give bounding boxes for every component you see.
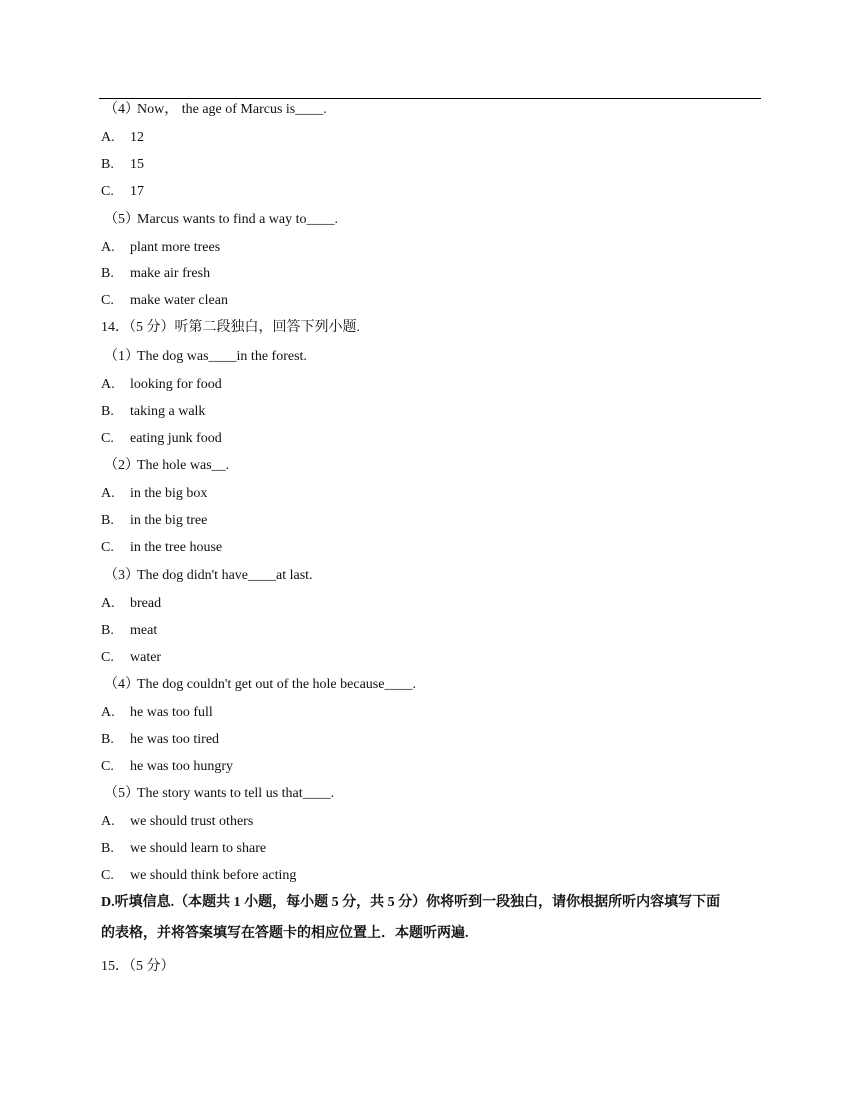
q14-4-number: （4） — [104, 677, 139, 692]
option-letter: A. — [101, 130, 115, 145]
q14-2-option-c[interactable] — [101, 539, 222, 557]
option-letter: C. — [101, 759, 114, 774]
q14-header: 14．（5 分）听第二段独白，回答下列小题. — [101, 320, 360, 335]
q14-1-stem — [104, 348, 307, 366]
q13-4-number: （4） — [104, 102, 139, 117]
q14-5-option-a[interactable] — [101, 813, 253, 831]
option-text: make water clean — [130, 293, 228, 308]
option-text: looking for food — [130, 377, 222, 392]
option-text: plant more trees — [130, 240, 221, 255]
q14-5-stem-text: The story wants to tell us that____. — [137, 786, 335, 801]
q15-header: 15．（5 分） — [101, 959, 175, 974]
option-letter: C. — [101, 293, 114, 308]
q14-5-stem — [104, 785, 334, 803]
option-text: in the big tree — [130, 513, 208, 528]
option-text: water — [130, 650, 162, 665]
option-letter: C. — [101, 540, 114, 555]
option-text: in the big box — [130, 486, 208, 501]
q14-4-stem — [104, 676, 416, 694]
option-letter: A. — [101, 486, 115, 501]
option-text: we should think before acting — [130, 868, 297, 883]
q14-2-stem-text: The hole was__. — [137, 458, 230, 473]
option-text: 15 — [130, 157, 144, 172]
q14-3-number: （3） — [104, 568, 139, 583]
option-letter: A. — [101, 705, 115, 720]
option-text: he was too full — [130, 705, 213, 720]
option-text: make air fresh — [130, 266, 211, 281]
option-text: taking a walk — [130, 404, 206, 419]
q13-5-number: （5） — [104, 212, 139, 227]
q14-3-option-c[interactable] — [101, 649, 161, 667]
q14-2-stem — [104, 457, 229, 475]
q14-2-option-a[interactable] — [101, 485, 207, 503]
q13-5-option-a[interactable] — [101, 239, 220, 257]
q13-4-option-b[interactable] — [101, 156, 144, 174]
option-text: eating junk food — [130, 431, 222, 446]
option-letter: B. — [101, 513, 114, 528]
section-d-instructions-line1: D.听填信息.（本题共 1 小题，每小题 5 分，共 5 分）你将听到一段独白，请你根据所听内容填写下面 — [101, 895, 721, 910]
option-letter: B. — [101, 623, 114, 638]
option-letter: B. — [101, 157, 114, 172]
option-letter: B. — [101, 732, 114, 747]
q13-4-stem-text: Now， the age of Marcus is____. — [137, 102, 327, 117]
option-letter: B. — [101, 266, 114, 281]
option-letter: A. — [101, 814, 115, 829]
q14-2-number: （2） — [104, 458, 139, 473]
option-letter: C. — [101, 184, 114, 199]
option-text: meat — [130, 623, 158, 638]
q13-5-option-b[interactable] — [101, 265, 210, 283]
option-letter: A. — [101, 240, 115, 255]
option-letter: C. — [101, 650, 114, 665]
q13-4-option-c[interactable] — [101, 183, 144, 201]
q13-5-stem-text: Marcus wants to find a way to____. — [137, 212, 339, 227]
option-text: we should trust others — [130, 814, 254, 829]
option-text: bread — [130, 596, 162, 611]
q14-1-option-c[interactable] — [101, 430, 222, 448]
q14-5-number: （5） — [104, 786, 139, 801]
q14-2-option-b[interactable] — [101, 512, 207, 530]
q13-5-stem — [104, 211, 338, 229]
q14-3-stem — [104, 567, 313, 585]
q13-4-option-a[interactable] — [101, 129, 144, 147]
q14-1-option-b[interactable] — [101, 403, 205, 421]
q14-3-option-b[interactable] — [101, 622, 157, 640]
option-letter: A. — [101, 596, 115, 611]
header-rule — [99, 98, 761, 99]
q14-4-stem-text: The dog couldn't get out of the hole because____. — [137, 677, 416, 692]
q13-4-stem — [104, 101, 327, 119]
q13-5-option-c[interactable] — [101, 292, 228, 310]
option-letter: B. — [101, 404, 114, 419]
q14-1-stem-text: The dog was____in the forest. — [137, 349, 307, 364]
q14-4-option-a[interactable] — [101, 704, 213, 722]
option-text: he was too hungry — [130, 759, 234, 774]
q14-5-option-b[interactable] — [101, 840, 266, 858]
q14-5-option-c[interactable] — [101, 867, 296, 885]
option-letter: B. — [101, 841, 114, 856]
q14-3-option-a[interactable] — [101, 595, 161, 613]
q14-1-number: （1） — [104, 349, 139, 364]
q14-4-option-c[interactable] — [101, 758, 233, 776]
option-text: 12 — [130, 130, 144, 145]
option-letter: A. — [101, 377, 115, 392]
q14-3-stem-text: The dog didn't have____at last. — [137, 568, 313, 583]
option-text: 17 — [130, 184, 144, 199]
option-letter: C. — [101, 431, 114, 446]
q14-1-option-a[interactable] — [101, 376, 222, 394]
option-text: in the tree house — [130, 540, 223, 555]
option-letter: C. — [101, 868, 114, 883]
section-d-instructions-line2: 的表格，并将答案填写在答题卡的相应位置上．本题听两遍. — [101, 926, 469, 941]
option-text: he was too tired — [130, 732, 220, 747]
option-text: we should learn to share — [130, 841, 267, 856]
q14-4-option-b[interactable] — [101, 731, 219, 749]
